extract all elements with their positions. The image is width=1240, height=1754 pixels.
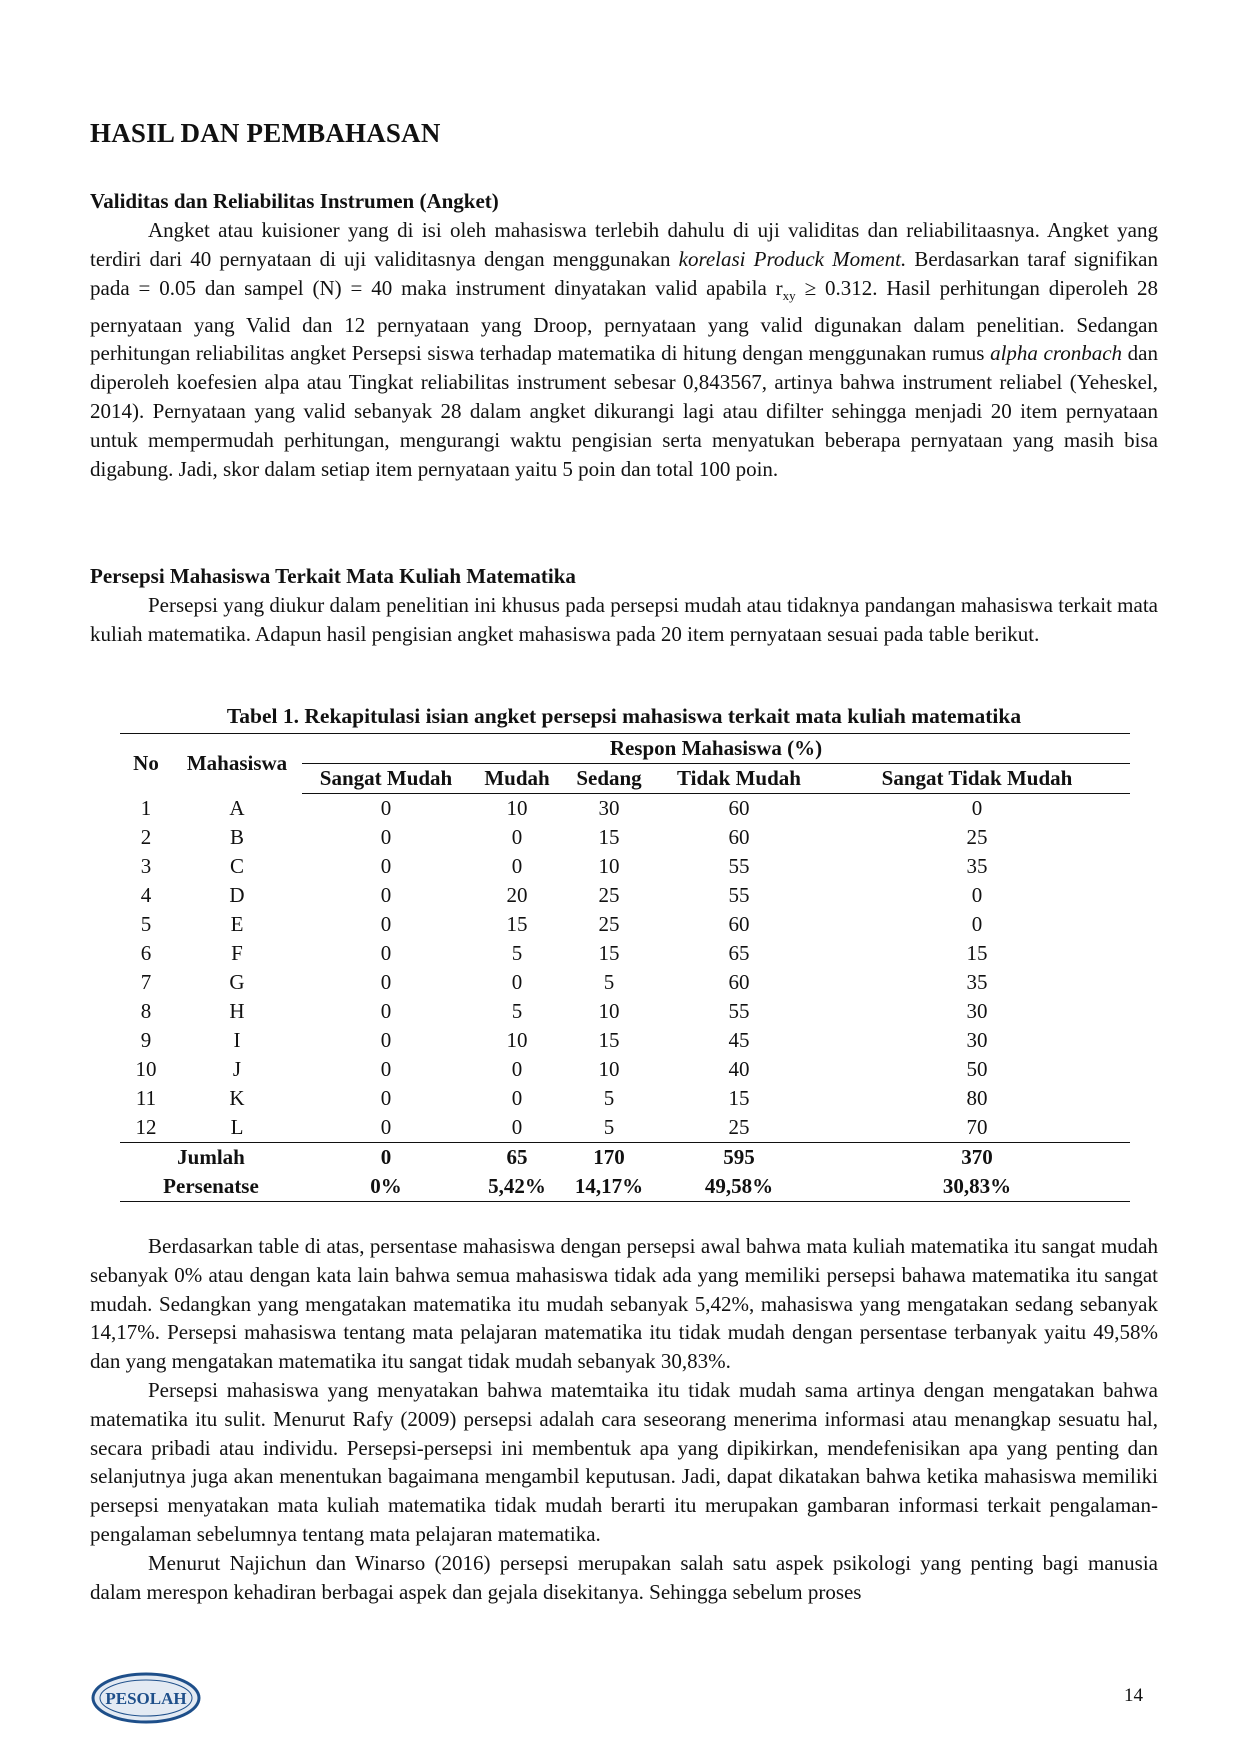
- subsection-title: Validitas dan Reliabilitas Instrumen (Angket): [90, 189, 499, 213]
- table-row-persentase: [120, 1172, 1130, 1202]
- table-cell: 10: [506, 796, 528, 820]
- table-cell: 70: [966, 1115, 988, 1139]
- table-cell: 15: [598, 1028, 620, 1052]
- table-cell: 15: [598, 825, 620, 849]
- table-cell: E: [230, 912, 244, 936]
- table-cell: 0: [511, 1086, 523, 1110]
- table-cell: 5: [140, 912, 152, 936]
- paragraph-validitas: Angket atau kuisioner yang di isi oleh mahasiswa terlebih dahulu di uji validitas dan reliabilitaasnya. Angket yang terdiri dari 40 pernyataan di uji validitasnya dengan menggunakan korelasi Produck Moment. Berdasarkan taraf signifikan pada = 0.05 dan sampel (N) = 40 maka instrument dinyatakan valid apabila $r_{xy} \ge 0.312$. Hasil perhitungan diperoleh 28 pernyataan yang Valid dan 12 pernyataan yang Droop, pernyataan yang valid digunakan dalam penelitian. Sedangan perhitungan reliabilitas angket Persepsi siswa terhadap matematika di hitung dengan menggunakan rumus alpha cronbach dan diperoleh koefesien alpa atau Tingkat reliabilitas instrument sebesar 0,843567, artinya bahwa instrument reliabel (Yeheskel, 2014). Pernyataan yang valid sebanyak 28 dalam angket dikurangi lagi atau difilter sehingga menjadi 20 item pernyataan untuk mempermudah perhitungan, mengurangi waktu pengisian serta menyatukan beberapa pernyataan yang masih bisa digabung. Jadi, skor dalam setiap item pernyataan yaitu 5 poin dan total 100 poin.: [90, 218, 1158, 481]
- table-cell: 0: [511, 1057, 523, 1081]
- table-cell: 25: [598, 912, 620, 936]
- table-row: [120, 910, 1130, 939]
- table-row: [120, 1026, 1130, 1055]
- table-cell: 12: [135, 1115, 157, 1139]
- section-title: HASIL DAN PEMBAHASAN: [90, 118, 441, 148]
- table-cell: 1: [140, 795, 152, 820]
- table-cell: 0: [380, 1086, 392, 1110]
- subsection-validitas: [90, 187, 1158, 483]
- paragraph-discussion-1: Berdasarkan table di atas, persentase mahasiswa dengan persepsi awal bahwa mata kuliah matematika itu sangat mudah sebanyak 0% atau dengan kata lain bahwa semua mahasiswa tidak ada yang memiliki persepsi bahawa matematika itu sangat mudah. Sedangkan yang mengatakan matematika itu mudah sebanyak 5,42%, mahasiswa yang mengatakan sedang sebanyak 14,17%. Persepsi mahasiswa tentang mata pelajaran matematika itu tidak mudah dengan persentase terbanyak yaitu 49,58% dan yang mengatakan matematika itu sangat tidak mudah sebanyak 30,83%.: [90, 1234, 1158, 1374]
- rekap-table: [120, 733, 1130, 1202]
- paragraph-persepsi-intro: Persepsi yang diukur dalam penelitian ini khusus pada persepsi mudah atau tidaknya pandangan mahasiswa terkait mata kuliah matematika. Adapun hasil pengisian angket mahasiswa pada 20 item pernyataan sesuai pada table berikut.: [90, 593, 1158, 646]
- table-cell: 65: [728, 941, 750, 965]
- persentase-cell: 5,42%: [470, 1172, 564, 1202]
- paragraph-discussion-3: Menurut Najichun dan Winarso (2016) persepsi merupakan salah satu aspek psikologi yang penting bagi manusia dalam merespon kehadiran berbagai aspek dan gejala disekitanya. Sehingga sebelum proses: [90, 1550, 1158, 1604]
- table-cell: 10: [506, 1028, 528, 1052]
- subsection-title: Persepsi Mahasiswa Terkait Mata Kuliah Matematika: [90, 564, 576, 588]
- table-cell: I: [233, 1028, 241, 1052]
- table-cell: 60: [728, 912, 750, 936]
- header-mudah: Mudah: [470, 764, 564, 794]
- table-cell: 0: [380, 912, 392, 936]
- table-cell: A: [229, 795, 245, 820]
- header-sangat-mudah: Sangat Mudah: [302, 764, 470, 794]
- table-cell: 55: [728, 854, 750, 878]
- table-cell: 10: [135, 1057, 157, 1081]
- table-cell: 3: [140, 854, 152, 878]
- table-cell: 55: [728, 883, 750, 907]
- table-cell: B: [229, 825, 244, 849]
- table-cell: 0: [380, 941, 392, 965]
- header-respon: Respon Mahasiswa (%): [302, 734, 1130, 764]
- table-cell: 15: [506, 912, 528, 936]
- paragraph-discussion-2: Persepsi mahasiswa yang menyatakan bahwa matemtaika itu tidak mudah sama artinya dengan mengatakan bahwa matematika itu sulit. Menurut Rafy (2009) persepsi adalah cara seseorang menerima informasi atau menangkap sesuatu hal, secara pribadi atau individu. Persepsi-persepsi ini membentuk apa yang dipikirkan, mendefenisikan apa yang penting dan selanjutnya juga akan menentukan bagaimana mengambil keputusan. Jadi, dapat dikatakan bahwa ketika mahasiswa memiliki persepsi menyatakan mata kuliah matematika tidak mudah berarti itu merupakan gambaran informasi terkait pengalaman-pengalaman sebelumnya tentang mata pelajaran matematika.: [90, 1377, 1158, 1546]
- table-cell: 80: [966, 1086, 988, 1110]
- table-cell: J: [232, 1057, 242, 1081]
- header-no: No: [120, 734, 172, 794]
- table-cell: 0: [380, 796, 392, 820]
- table-cell: 40: [728, 1057, 750, 1081]
- table-cell: 60: [728, 796, 750, 820]
- table-cell: 10: [598, 1057, 620, 1081]
- table-cell: K: [229, 1086, 245, 1110]
- table-body: [120, 794, 1130, 1143]
- table-cell: 4: [140, 883, 152, 907]
- table-cell: 9: [140, 1028, 152, 1052]
- table-cell: 0: [511, 825, 523, 849]
- table-cell: 0: [380, 825, 392, 849]
- table-cell: 25: [598, 883, 620, 907]
- table-cell: 5: [603, 970, 615, 994]
- jumlah-cell: 170: [564, 1143, 654, 1173]
- table-row: [120, 1113, 1130, 1143]
- table-cell: 0: [971, 883, 983, 907]
- jumlah-label: Jumlah: [120, 1143, 302, 1173]
- table-cell: 25: [728, 1115, 750, 1139]
- table-cell: 11: [135, 1086, 157, 1110]
- table-cell: 45: [728, 1028, 750, 1052]
- header-sedang: Sedang: [564, 764, 654, 794]
- table-cell: 0: [380, 1028, 392, 1052]
- jumlah-cell: 0: [302, 1143, 470, 1173]
- persentase-label: Persenatse: [120, 1172, 302, 1202]
- table-cell: 0: [380, 883, 392, 907]
- table-cell: 25: [966, 825, 988, 849]
- persentase-cell: 0%: [302, 1172, 470, 1202]
- table-cell: 0: [380, 854, 392, 878]
- jumlah-cell: 370: [824, 1143, 1130, 1173]
- persentase-cell: 49,58%: [654, 1172, 824, 1202]
- table-row: [120, 852, 1130, 881]
- table-cell: 15: [728, 1086, 750, 1110]
- table-cell: 30: [598, 796, 620, 820]
- page-number: 14: [1124, 1685, 1143, 1706]
- table-cell: 5: [603, 1115, 615, 1139]
- table-cell: 0: [380, 1057, 392, 1081]
- table-cell: F: [231, 941, 243, 965]
- table-cell: D: [229, 883, 245, 907]
- table-cell: 30: [966, 1028, 988, 1052]
- table-cell: 6: [140, 941, 152, 965]
- table-cell: 0: [511, 970, 523, 994]
- table-cell: L: [230, 1115, 244, 1139]
- table-cell: 35: [966, 854, 988, 878]
- table-cell: 60: [728, 970, 750, 994]
- table-cell: 10: [598, 854, 620, 878]
- table-cell: 0: [511, 1115, 523, 1139]
- header-mahasiswa: Mahasiswa: [172, 734, 302, 794]
- table-cell: 15: [966, 941, 988, 965]
- table-cell: 10: [598, 999, 620, 1023]
- discussion: [90, 1232, 1158, 1606]
- table-row-jumlah: [120, 1143, 1130, 1173]
- table-cell: 0: [380, 999, 392, 1023]
- table-cell: 8: [140, 999, 152, 1023]
- table-cell: C: [229, 854, 244, 878]
- table-cell: 35: [966, 970, 988, 994]
- header-sangat-tidak-mudah: Sangat Tidak Mudah: [824, 764, 1130, 794]
- table-row: [120, 968, 1130, 997]
- table-row: [120, 1055, 1130, 1084]
- header-tidak-mudah: Tidak Mudah: [654, 764, 824, 794]
- table-cell: 30: [966, 999, 988, 1023]
- journal-logo: [90, 1670, 202, 1726]
- table-cell: 0: [971, 796, 983, 820]
- table-cell: 15: [598, 941, 620, 965]
- subsection-persepsi: [90, 562, 1158, 649]
- persentase-cell: 14,17%: [564, 1172, 654, 1202]
- table-cell: 0: [380, 1115, 392, 1139]
- table-row: [120, 823, 1130, 852]
- table-cell: 20: [506, 883, 528, 907]
- table-cell: H: [229, 999, 245, 1023]
- jumlah-cell: 595: [654, 1143, 824, 1173]
- table-cell: 55: [728, 999, 750, 1023]
- table-row: [120, 794, 1130, 824]
- logo-text: PESOLAH: [105, 1689, 187, 1708]
- table-cell: 5: [603, 1086, 615, 1110]
- table-row: [120, 997, 1130, 1026]
- table-cell: 0: [971, 912, 983, 936]
- table-cell: 0: [511, 854, 523, 878]
- table-cell: 5: [511, 999, 523, 1023]
- persentase-cell: 30,83%: [824, 1172, 1130, 1202]
- table-cell: 50: [966, 1057, 988, 1081]
- table-cell: 5: [511, 941, 523, 965]
- table-row: [120, 939, 1130, 968]
- jumlah-cell: 65: [470, 1143, 564, 1173]
- table-row: [120, 1084, 1130, 1113]
- table-row: [120, 881, 1130, 910]
- table-caption: Tabel 1. Rekapitulasi isian angket persepsi mahasiswa terkait mata kuliah matematika: [226, 704, 1022, 728]
- table-cell: G: [229, 970, 245, 994]
- table-cell: 60: [728, 825, 750, 849]
- table-cell: 7: [140, 970, 152, 994]
- table-cell: 0: [380, 970, 392, 994]
- table-cell: 2: [140, 825, 152, 849]
